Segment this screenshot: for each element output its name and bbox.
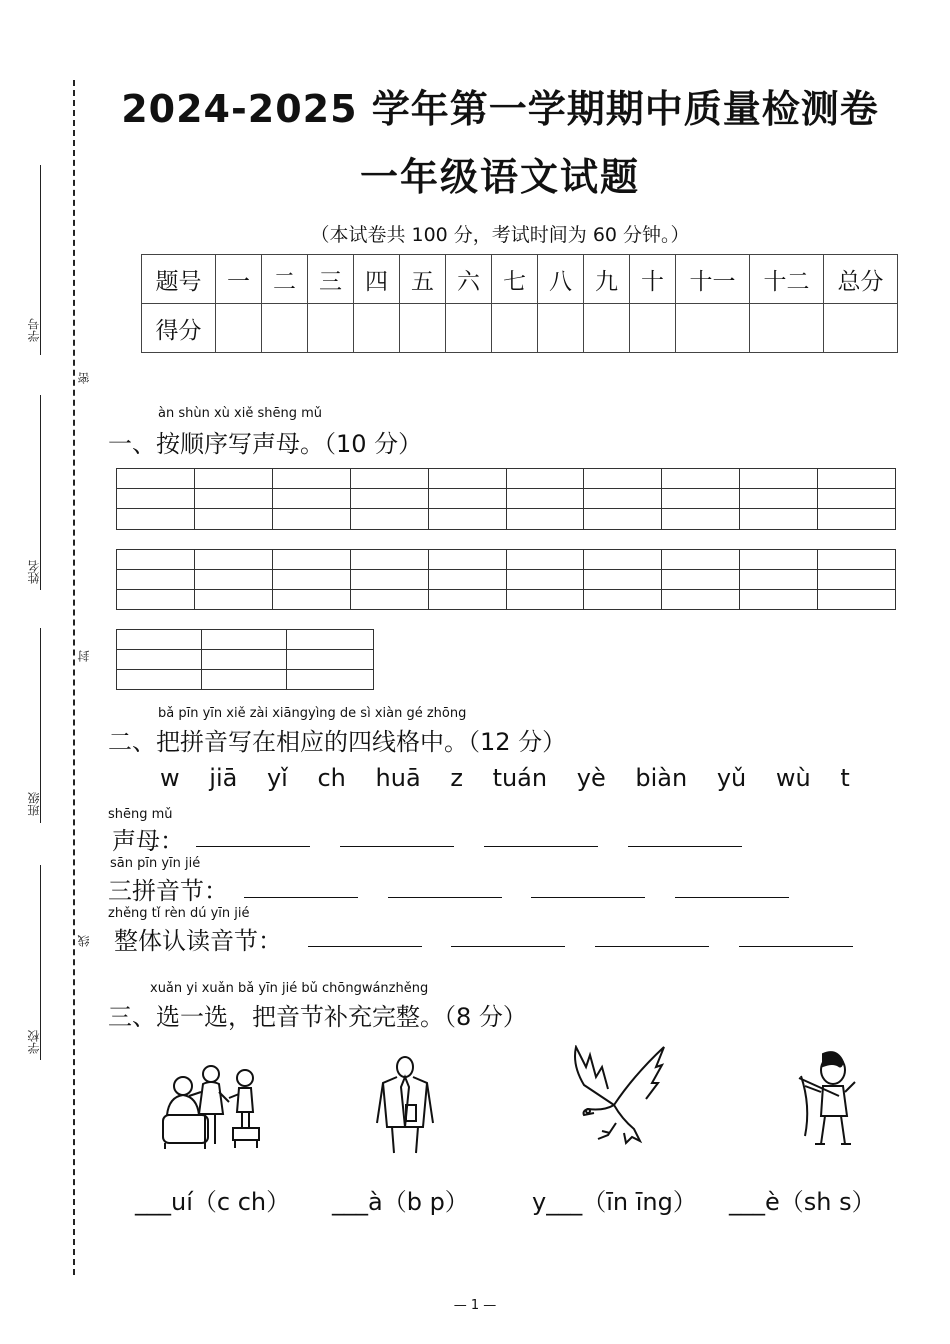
eagle-icon [562, 1045, 667, 1150]
initials-blank[interactable] [196, 846, 310, 847]
score-header-cell: 二 [262, 255, 308, 304]
score-header-cell: 一 [216, 255, 262, 304]
score-cell[interactable] [676, 304, 750, 353]
seal-mark-xian: 线 [77, 935, 91, 947]
syllable: yè [576, 764, 606, 792]
score-cell[interactable] [262, 304, 308, 353]
initials-blank[interactable] [340, 846, 454, 847]
exam-subtitle: 一年级语文试题 [359, 155, 640, 199]
score-header-cell: 总分 [824, 255, 898, 304]
initials-blank[interactable] [628, 846, 742, 847]
triple-blank[interactable] [675, 897, 789, 898]
section2-title: 二、把拼音写在相应的四线格中。（12 分） [108, 728, 567, 756]
score-cell[interactable] [446, 304, 492, 353]
score-header-cell: 十一 [676, 255, 750, 304]
section3-pinyin: xuǎn yi xuǎn bǎ yīn jié bǔ chōngwánzhěng [150, 981, 429, 996]
score-cell[interactable] [630, 304, 676, 353]
margin-label-class: 班级 [27, 792, 41, 816]
score-row-label: 得分 [142, 304, 216, 353]
score-cell[interactable] [824, 304, 898, 353]
margin-label-name: 姓名 [27, 560, 41, 584]
margin-label-school: 学校 [27, 1030, 41, 1054]
syllable: yǐ [266, 764, 288, 792]
score-cell[interactable] [216, 304, 262, 353]
score-table [141, 254, 898, 353]
whole-blank[interactable] [595, 946, 709, 947]
score-cell[interactable] [354, 304, 400, 353]
score-table-header-row [142, 255, 898, 304]
choice-item-3[interactable]: y___（īn īng） [532, 1188, 697, 1216]
seal-mark-mi: 密 [77, 372, 91, 384]
syllable: t [840, 764, 850, 792]
whole-blank[interactable] [739, 946, 853, 947]
syllable: yǔ [716, 764, 747, 792]
syllable: z [450, 764, 463, 792]
family-haircut-icon [155, 1060, 265, 1155]
page-number: — 1 — [453, 1298, 497, 1313]
score-cell[interactable] [308, 304, 354, 353]
section2-pinyin: bǎ pīn yīn xiě zài xiāngyìng de sì xiàn gé zhōng [158, 706, 467, 721]
score-cell[interactable] [492, 304, 538, 353]
score-cell[interactable] [538, 304, 584, 353]
score-header-cell: 九 [584, 255, 630, 304]
choice-item-2[interactable]: ___à（b p） [332, 1188, 469, 1216]
score-header-cell: 题号 [142, 255, 216, 304]
choice-item-1[interactable]: ___uí（c ch） [135, 1188, 291, 1216]
section1-title: 一、按顺序写声母。（10 分） [108, 430, 423, 458]
score-cell[interactable] [400, 304, 446, 353]
whole-pinyin: zhěng tǐ rèn dú yīn jié [108, 906, 250, 921]
writing-grid-1[interactable] [116, 468, 896, 530]
triple-blank[interactable] [531, 897, 645, 898]
score-header-cell: 十 [630, 255, 676, 304]
triple-blank[interactable] [244, 897, 358, 898]
triple-pinyin: sān pīn yīn jié [110, 856, 201, 871]
triple-label: 三拼音节： [108, 877, 228, 905]
choice-item-4[interactable]: ___è（sh s） [729, 1188, 876, 1216]
syllable-row [160, 764, 872, 792]
score-header-cell: 四 [354, 255, 400, 304]
margin-label-student-id: 学号 [27, 318, 41, 342]
seal-mark-feng: 封 [77, 650, 91, 662]
initials-label: 声母： [112, 827, 184, 855]
syllable: biàn [635, 764, 688, 792]
score-header-cell: 七 [492, 255, 538, 304]
score-table-score-row [142, 304, 898, 353]
score-cell[interactable] [584, 304, 630, 353]
syllable: jiā [209, 764, 238, 792]
writing-grid-3[interactable] [116, 629, 374, 690]
exam-note: （本试卷共 100 分，考试时间为 60 分钟。） [310, 224, 690, 246]
whole-blank[interactable] [451, 946, 565, 947]
whole-label: 整体认读音节： [114, 927, 282, 955]
syllable: huā [375, 764, 421, 792]
score-cell[interactable] [750, 304, 824, 353]
section3-title: 三、选一选，把音节补充完整。（8 分） [108, 1003, 527, 1031]
exam-title: 2024-2025 学年第一学期期中质量检测卷 [121, 87, 879, 131]
writing-grid-2[interactable] [116, 549, 896, 610]
score-header-cell: 六 [446, 255, 492, 304]
score-header-cell: 十二 [750, 255, 824, 304]
score-header-cell: 八 [538, 255, 584, 304]
initials-pinyin: shēng mǔ [108, 807, 173, 822]
syllable: wù [775, 764, 811, 792]
initials-blank[interactable] [484, 846, 598, 847]
binding-dashed-line [73, 80, 75, 1275]
score-header-cell: 五 [400, 255, 446, 304]
syllable: ch [317, 764, 346, 792]
archer-boy-icon [795, 1048, 865, 1148]
syllable: tuán [492, 764, 548, 792]
father-icon [370, 1055, 440, 1155]
section1-pinyin: àn shùn xù xiě shēng mǔ [158, 406, 322, 421]
whole-blank[interactable] [308, 946, 422, 947]
score-header-cell: 三 [308, 255, 354, 304]
triple-blank[interactable] [388, 897, 502, 898]
syllable: w [160, 764, 180, 792]
